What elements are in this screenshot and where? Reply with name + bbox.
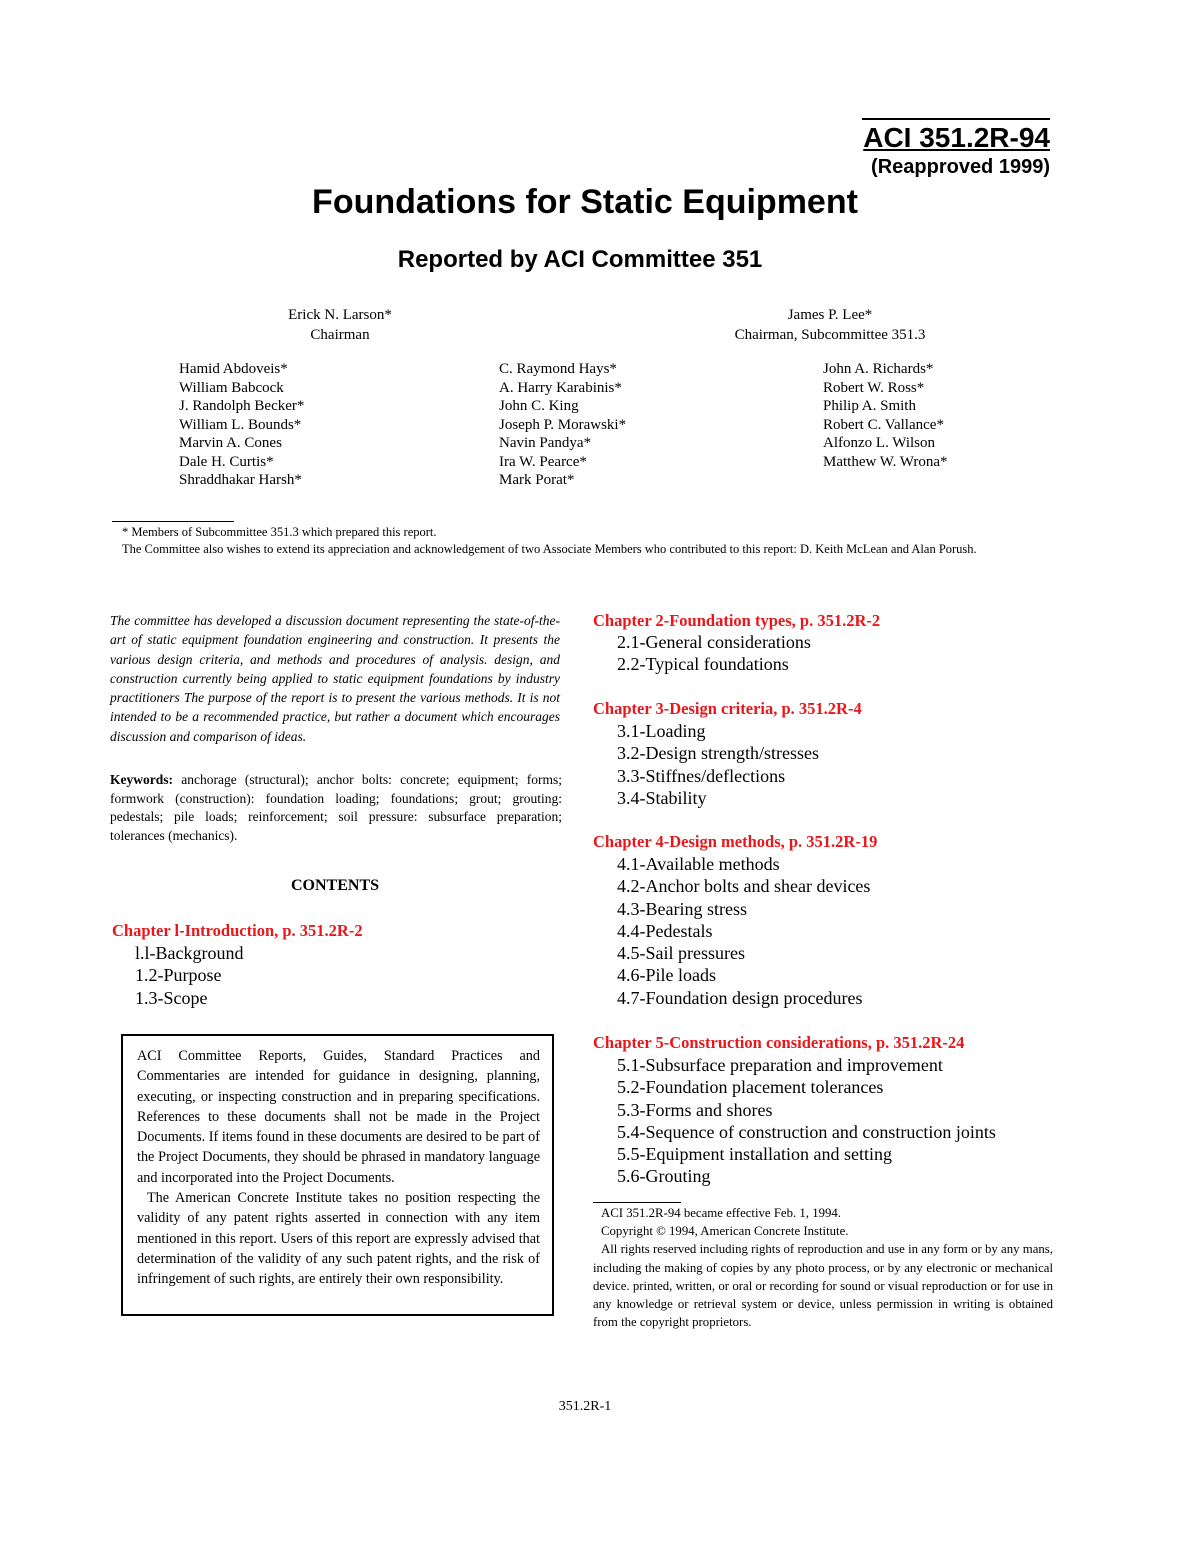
rights-reserved: All rights reserved including rights of reproduction and use in any form or by any mans, including the making of copies by any photo process, or by any electronic or mechanical device. printed, written, or oral or recording for sound or visual reproduction or for use in any knowledge or retrieval system or device, unless permission in writing is obtained from the copyright proprietors. xyxy=(593,1242,1053,1330)
section-item: 4.4-Pedestals xyxy=(617,920,713,941)
section-item: 2.1-General considerations xyxy=(617,632,811,652)
abstract: The committee has developed a discussion document representing the state-of-the-art of static equipment foundation engineering and construction. It presents the various design criteria, and methods and procedures of analysis. design, and construction currently being applied to static equipment foundations by industry practitioners The purpose of the report is to present the various methods. It is not intended to be a recommended practice, but rather a document which encourages discussion and comparison of ideas. xyxy=(110,613,560,744)
section-item: 1.2-Purpose xyxy=(135,965,222,986)
section-item: 3.2-Design strength/stresses xyxy=(617,743,819,764)
keywords-text: anchorage (structural); anchor bolts: concrete; equipment; forms; formwork (construction): foundation loading; foundations; grout; grouting: pedestals; pile loads; reinforcement; soil pressure: subsurface preparation; tolerances (mechanics). xyxy=(110,772,562,843)
footnote-acknowledgement: The Committee also wishes to extend its appreciation and acknowledgement of two Associate Members who contributed to this report: D. Keith McLean and Alan Porush. xyxy=(122,542,977,556)
section-item: 4.6-Pile loads xyxy=(617,965,716,986)
chair-left-role: Chairman xyxy=(310,327,370,343)
section-item: 4.1-Available methods xyxy=(617,854,780,874)
member-name: Shraddhakar Harsh* xyxy=(179,472,302,488)
contents-heading: CONTENTS xyxy=(290,877,380,894)
member-name: Dale H. Curtis* xyxy=(179,453,274,470)
chapter-4-sections xyxy=(617,853,870,1009)
member-name: C. Raymond Hays* xyxy=(499,361,617,377)
reapproved-note: (Reapproved 1999) xyxy=(871,156,1050,178)
member-name: Alfonzo L. Wilson xyxy=(823,435,936,451)
member-name: Marvin A. Cones xyxy=(179,435,282,451)
member-name: Hamid Abdoveis* xyxy=(179,361,288,377)
section-item: 3.4-Stability xyxy=(617,787,707,808)
members-column-3 xyxy=(823,360,948,471)
footnote-rule xyxy=(112,521,234,522)
section-item: 5.6-Grouting xyxy=(617,1166,711,1187)
notice-paragraph-1: ACI Committee Reports, Guides, Standard Practices and Commentaries are intended for guidance in designing, planning, executing, or inspecting construction and in preparing specifications. References to these documents shall not be made in the Project Documents. If items found in these documents are desired to be part of the Project Documents, they should be phrased in mandatory language and incorporated into the Project Documents. xyxy=(137,1048,540,1186)
effective-date: ACI 351.2R-94 became effective Feb. 1, 1994. xyxy=(601,1206,841,1220)
copyright-notice xyxy=(593,1204,1053,1331)
section-item: 5.2-Foundation placement tolerances xyxy=(617,1077,884,1098)
chapter-1-sections xyxy=(135,942,243,1009)
effective-rule xyxy=(593,1202,681,1203)
chair-right-name: James P. Lee* xyxy=(787,307,873,323)
member-name: Robert C. Vallance* xyxy=(823,416,944,433)
section-item: 5.3-Forms and shores xyxy=(617,1099,773,1120)
chapter-3-heading: Chapter 3-Design criteria, p. 351.2R-4 xyxy=(593,699,862,718)
chapter-1-heading: Chapter l-Introduction, p. 351.2R-2 xyxy=(112,921,363,940)
members-column-1 xyxy=(179,360,304,490)
section-item: 4.7-Foundation design procedures xyxy=(617,987,863,1008)
member-name: Joseph P. Morawski* xyxy=(499,416,627,433)
member-name: Mark Porat* xyxy=(499,472,575,488)
notice-box-text xyxy=(137,1046,540,1290)
member-name: John A. Richards* xyxy=(823,361,934,377)
member-name: John C. King xyxy=(499,398,579,414)
notice-paragraph-2: The American Concrete Institute takes no position respecting the validity of any patent rights asserted in connection with any item mentioned in this report. Users of this report are expressly advised that determination of the validity of any such patent rights, and the risk of infringement of such rights, are entirely their own responsibility. xyxy=(137,1190,540,1288)
chair-right xyxy=(700,305,960,345)
member-name: William L. Bounds* xyxy=(179,416,302,433)
chapter-4-heading: Chapter 4-Design methods, p. 351.2R-19 xyxy=(593,832,878,851)
copyright-line: Copyright © 1994, American Concrete Institute. xyxy=(601,1224,849,1239)
section-item: 5.5-Equipment installation and setting xyxy=(617,1144,892,1165)
footnote-subcommittee: * Members of Subcommittee 351.3 which prepared this report. xyxy=(122,525,437,539)
section-item: 5.1-Subsurface preparation and improvement xyxy=(617,1055,943,1075)
chapter-5-sections xyxy=(617,1054,996,1188)
section-item: 1.3-Scope xyxy=(135,987,208,1008)
section-item: 2.2-Typical foundations xyxy=(617,654,789,675)
section-item: 4.5-Sail pressures xyxy=(617,943,745,964)
section-item: 4.2-Anchor bolts and shear devices xyxy=(617,876,871,897)
page-number: 351.2R-1 xyxy=(558,1399,612,1414)
section-item: l.l-Background xyxy=(135,943,244,963)
member-name: William Babcock xyxy=(179,379,284,396)
document-id: ACI 351.2R-94 xyxy=(863,122,1050,153)
section-item: 4.3-Bearing stress xyxy=(617,898,747,919)
member-name: J. Randolph Becker* xyxy=(179,398,305,414)
page-subtitle: Reported by ACI Committee 351 xyxy=(397,246,763,273)
member-name: Philip A. Smith xyxy=(823,398,916,414)
chapter-3-sections xyxy=(617,720,819,809)
chair-right-role: Chairman, Subcommittee 351.3 xyxy=(734,327,926,343)
member-name: Ira W. Pearce* xyxy=(499,453,587,470)
chair-left-name: Erick N. Larson* xyxy=(288,307,392,323)
section-item: 3.1-Loading xyxy=(617,721,706,741)
member-name: Navin Pandya* xyxy=(499,435,592,451)
members-column-2 xyxy=(499,360,626,490)
header-rule xyxy=(862,118,1050,120)
chair-left xyxy=(240,305,440,345)
keywords xyxy=(110,771,562,845)
page-title: Foundations for Static Equipment xyxy=(312,183,858,221)
section-item: 5.4-Sequence of construction and construction joints xyxy=(617,1121,996,1142)
member-name: Matthew W. Wrona* xyxy=(823,453,948,470)
chapter-2-heading: Chapter 2-Foundation types, p. 351.2R-2 xyxy=(593,611,881,630)
member-name: A. Harry Karabinis* xyxy=(499,379,622,396)
keywords-label: Keywords: xyxy=(110,772,173,787)
chapter-5-heading: Chapter 5-Construction considerations, p. 351.2R-24 xyxy=(593,1033,965,1052)
section-item: 3.3-Stiffnes/deflections xyxy=(617,765,786,786)
chapter-2-sections xyxy=(617,631,811,676)
member-name: Robert W. Ross* xyxy=(823,379,925,396)
